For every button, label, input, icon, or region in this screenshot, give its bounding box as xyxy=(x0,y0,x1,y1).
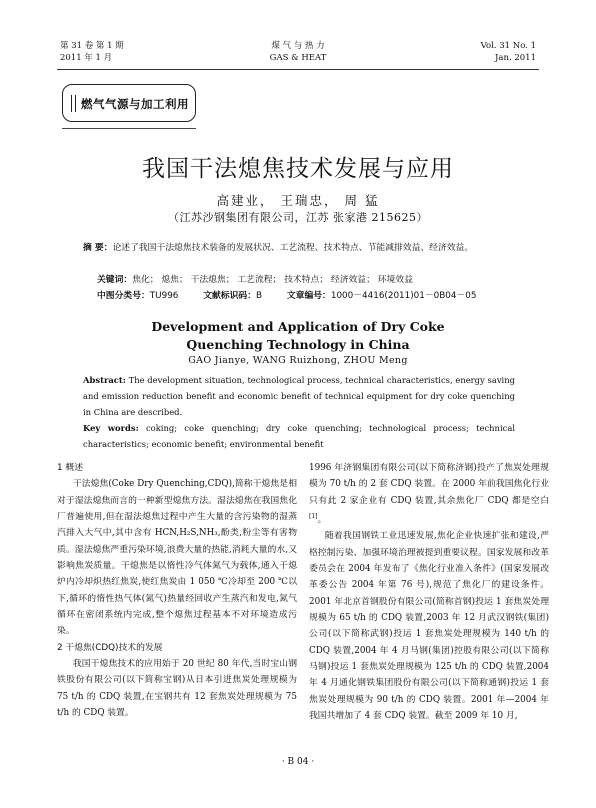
paragraph-development: 我国干熄焦技术的应用始于 20 世纪 80 年代,当时宝山钢铁股份有限公司(以下简称宝钢)从日本引进焦炭处理规模为 75 t/h 的 CDQ 装置,在宝钢共有 12 套焦炭处理规模为 75 t/h 的 CDQ 装置。 xyxy=(57,659,297,719)
abstract-en xyxy=(83,372,515,420)
article-number xyxy=(287,291,477,301)
section-banner-text: 燃气气源与加工利用 xyxy=(81,97,189,111)
title-en-line1: Development and Application of Dry Coke xyxy=(151,319,445,334)
abstract-text-cn: 论述了我国干法熄焦技术装备的发展状况、工艺流程、技术特点、节能减排效益、经济效益。 xyxy=(112,243,474,253)
classification-line xyxy=(97,288,537,304)
keywords-cn xyxy=(97,272,517,288)
clc xyxy=(97,291,178,301)
journal-name-cn: 煤 气 与 热 力 xyxy=(271,41,325,51)
volume-issue-text: 第 31 卷 第 1 期 xyxy=(60,41,124,51)
banner-underline xyxy=(62,128,196,129)
abstract-text-en: The development situation, technological process, technical characteristics, energy saving and emission reduction benefit and economic benefit of technical equipment for dry coke quenching in China are described. xyxy=(83,375,515,417)
paragraph-expansion: 随着我国钢铁工业迅速发展,焦化企业快速扩张和建设,严格控制污染、加强环境治理被提到重要议程。国家发展和改革委员会在 2004 年发布了《焦化行业准入条件》(国家发展改革委公告 2004 年第 76 号),规范了焦化厂的建设条件。2001 年北京首钢股份有限公司(简称首钢)投运 1 套焦炭处理规模为 65 t/h 的 CDQ 装置,2003 年 12 月武汉钢铁(集团)公司(以下简称武钢)投运 1 套焦炭处理规模为 140 t/h 的 CDQ 装置,2004 年 4 月马钢(集团)控股有限公司(以下简称马钢)投运 1 套焦炭处理规模为 125 t/h 的 CDQ 装置,2004 年 4 月通化钢铁集团股份有限公司(以下简称通钢)投运 1 套焦炭处理规模为 90 t/h 的 CDQ 装置。2001 年—2004 年我国共增加了 4 套 CDQ 装置。截至 2009 年 10 月, xyxy=(309,531,549,722)
section-heading-2: 2 干熄焦(CDQ)技术的发展 xyxy=(57,642,163,653)
abstract-label-en: Abstract: xyxy=(83,375,126,385)
volume-en-text: Vol. 31 No. 1 xyxy=(480,41,536,51)
keywords-label-en: Key words: xyxy=(83,423,139,433)
abstract-cn xyxy=(83,240,515,256)
keywords-text-en: coking; coke quenching; dry coke quenching; technological process; technical characteristics; economic benefit; environmental benefit xyxy=(83,423,515,449)
body-column-right xyxy=(309,460,549,724)
title-en-line2: Quenching Technology in China xyxy=(186,337,410,352)
page-number: · B 04 · xyxy=(281,757,315,767)
doc-code-value: B xyxy=(256,291,263,301)
doc-code xyxy=(203,291,262,301)
paragraph-overview: 干法熄焦(Coke Dry Quenching,CDQ),简称干熄焦是相对于湿法熄焦而言的一种新型熄焦方法。湿法熄焦在我国焦化厂普遍使用,但在湿法熄焦过程中产生大量的含污染物的湿蒸汽排入大气中,其中含有 HCN,H₂S,NH₃,酚类,粉尘等有害物质。湿法熄焦严重污染环境,浪费大量的热能,消耗大量的水,又影响焦炭质量。干熄焦是以惰性冷气体氮气为载体,通入干熄炉内冷却炽热红焦炭,使红焦炭由 1 050 ℃冷却至 200 ℃以下,循环的惰性热气体(氮气)热量经回收产生蒸汽和发电,氮气循环在密闭系统内完成,整个熄焦过程基本不对环境造成污染。 xyxy=(57,479,297,637)
citation-ref: [1] xyxy=(309,513,318,521)
banner-mark xyxy=(71,95,76,112)
section-heading-1: 1 概述 xyxy=(57,463,83,473)
doc-code-label: 文献标识码： xyxy=(203,291,256,301)
clc-label: 中图分类号： xyxy=(97,291,150,301)
body-column-left xyxy=(57,460,297,722)
affiliation-cn: （江苏沙钢集团有限公司，江苏 张家港 215625） xyxy=(168,211,428,224)
keywords-en xyxy=(83,420,515,452)
header-rule xyxy=(57,69,539,70)
article-number-label: 文章编号： xyxy=(286,291,331,301)
paragraph-jigang-end: 。 xyxy=(317,514,327,525)
article-number-value: 1000－4416(2011)01－0B04－05 xyxy=(330,291,477,301)
paper-title-cn: 我国干法熄焦技术发展与应用 xyxy=(142,156,454,182)
date-en-text: Jan. 2011 xyxy=(495,53,536,63)
authors-en: GAO Jianye, WANG Ruizhong, ZHOU Meng xyxy=(188,355,408,366)
abstract-label-cn: 摘 要： xyxy=(83,243,113,253)
paper-title-en xyxy=(0,318,596,354)
keywords-label-cn: 关键词： xyxy=(97,275,133,285)
journal-name-en: GAS & HEAT xyxy=(269,53,327,63)
issue-date-text: 2011 年 1 月 xyxy=(60,53,113,63)
keywords-text-cn: 焦化； 熄焦； 干法熄焦； 工艺流程； 技术特点； 经济效益； 环境效益 xyxy=(132,275,413,285)
clc-value: TU996 xyxy=(149,291,179,301)
paragraph-jigang xyxy=(309,460,549,528)
paragraph-jigang-text: 1996 年济钢集团有限公司(以下简称济钢)投产了焦炭处理规模为 70 t/h 的 2 套 CDQ 装置。在 2000 年前我国焦化行业只有此 2 家企业有 CDQ 装置,其余焦化厂 CDQ 都是空白 xyxy=(309,463,549,506)
journal-volume-en xyxy=(481,40,536,64)
section-banner xyxy=(62,84,196,122)
authors-cn: 高建业， 王瑞忠， 周 猛 xyxy=(216,193,380,208)
